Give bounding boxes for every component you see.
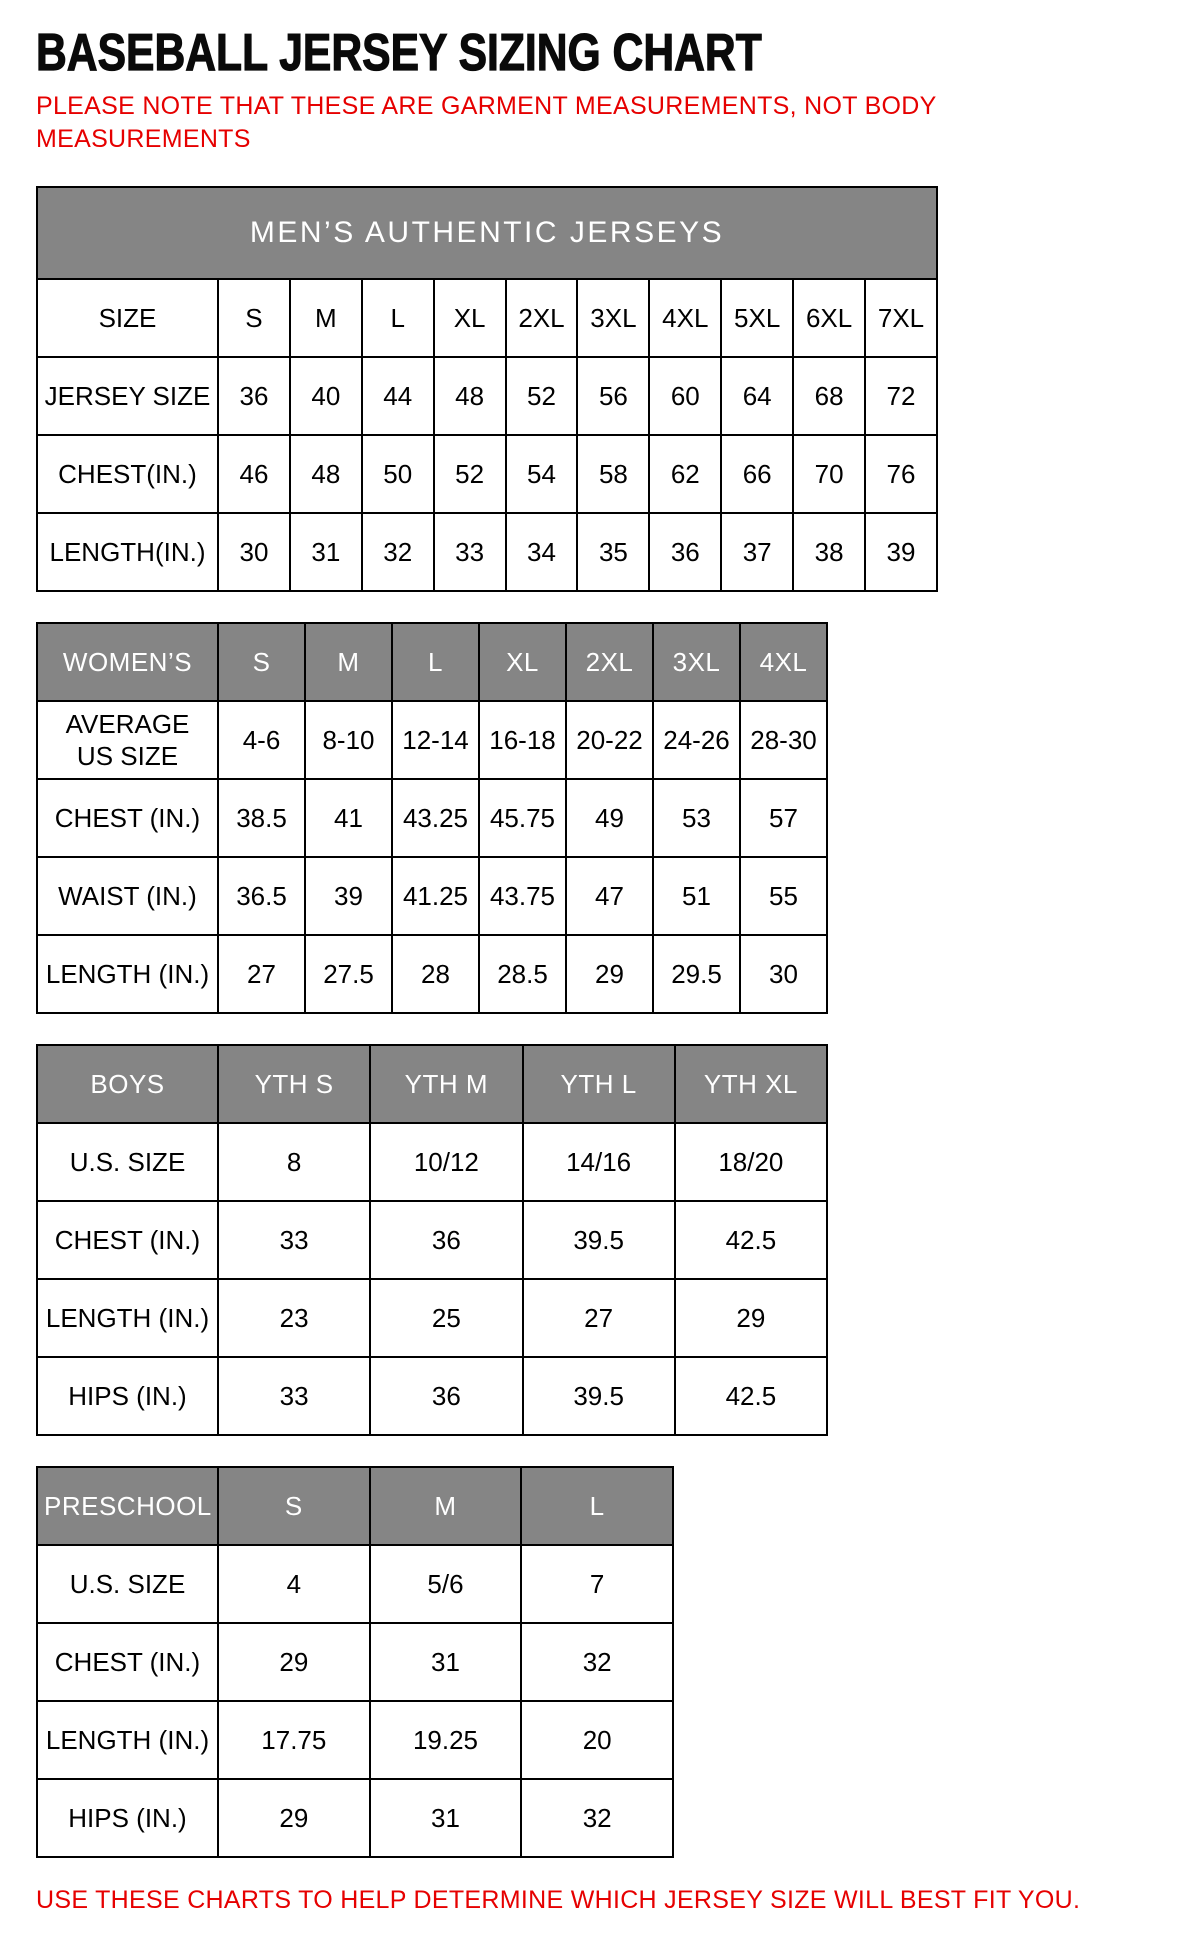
page-title: BASEBALL JERSEY SIZING CHART [36, 24, 762, 82]
row-label: HIPS (IN.) [37, 1357, 218, 1435]
table-row [37, 435, 937, 513]
value-cell: 28.5 [479, 935, 566, 1013]
value-cell: 33 [218, 1201, 370, 1279]
boys-header-row [37, 1045, 827, 1123]
value-cell: 24-26 [653, 701, 740, 779]
value-cell: 45.75 [479, 779, 566, 857]
value-cell: 46 [218, 435, 290, 513]
mens-table-banner: MEN’S AUTHENTIC JERSEYS [37, 187, 937, 279]
table-label-header: WOMEN’S [37, 623, 218, 701]
row-label: CHEST (IN.) [37, 1201, 218, 1279]
value-cell: 28-30 [740, 701, 827, 779]
row-label: LENGTH (IN.) [37, 935, 218, 1013]
table-label-header: PRESCHOOL [37, 1467, 218, 1545]
mens-table-body [37, 279, 937, 591]
value-cell: 54 [506, 435, 578, 513]
row-label: AVERAGE US SIZE [37, 701, 218, 779]
value-cell: 42.5 [675, 1201, 827, 1279]
value-cell: 27 [218, 935, 305, 1013]
table-row [37, 1279, 827, 1357]
value-cell: 58 [577, 435, 649, 513]
womens-table-head [37, 623, 827, 701]
preschool-table-body [37, 1545, 673, 1857]
value-cell: 4 [218, 1545, 370, 1623]
table-row [37, 1357, 827, 1435]
value-cell: 20-22 [566, 701, 653, 779]
row-label: U.S. SIZE [37, 1123, 218, 1201]
value-cell: 25 [370, 1279, 522, 1357]
value-cell: 36 [370, 1357, 522, 1435]
value-cell: 51 [653, 857, 740, 935]
value-cell: 32 [521, 1779, 673, 1857]
value-cell: 35 [577, 513, 649, 591]
value-cell: 32 [521, 1623, 673, 1701]
table-row [37, 1201, 827, 1279]
value-cell: 29 [218, 1623, 370, 1701]
size-column-header: M [305, 623, 392, 701]
table-row [37, 779, 827, 857]
value-cell: 28 [392, 935, 479, 1013]
womens-jerseys-table [36, 622, 828, 1014]
table-row [37, 857, 827, 935]
size-column-header: YTH M [370, 1045, 522, 1123]
table-row [37, 1123, 827, 1201]
value-cell: 50 [362, 435, 434, 513]
value-cell: 27 [523, 1279, 675, 1357]
value-cell: L [362, 279, 434, 357]
row-label: JERSEY SIZE [37, 357, 218, 435]
value-cell: 36 [370, 1201, 522, 1279]
value-cell: 33 [434, 513, 506, 591]
value-cell: 37 [721, 513, 793, 591]
value-cell: 48 [434, 357, 506, 435]
value-cell: 7 [521, 1545, 673, 1623]
value-cell: 42.5 [675, 1357, 827, 1435]
value-cell: 53 [653, 779, 740, 857]
size-column-header: YTH XL [675, 1045, 827, 1123]
value-cell: 68 [793, 357, 865, 435]
garment-measurement-note: PLEASE NOTE THAT THESE ARE GARMENT MEASUREMENTS, NOT BODY MEASUREMENTS [36, 92, 937, 154]
table-row [37, 1779, 673, 1857]
boys-jerseys-table [36, 1044, 828, 1436]
value-cell: 10/12 [370, 1123, 522, 1201]
value-cell: 8 [218, 1123, 370, 1201]
table-row [37, 1623, 673, 1701]
value-cell: 3XL [577, 279, 649, 357]
value-cell: 39.5 [523, 1201, 675, 1279]
size-column-header: 3XL [653, 623, 740, 701]
value-cell: 30 [218, 513, 290, 591]
value-cell: 31 [370, 1623, 522, 1701]
value-cell: 62 [649, 435, 721, 513]
value-cell: 49 [566, 779, 653, 857]
value-cell: 36 [218, 357, 290, 435]
value-cell: 40 [290, 357, 362, 435]
value-cell: 38 [793, 513, 865, 591]
value-cell: 18/20 [675, 1123, 827, 1201]
value-cell: 39.5 [523, 1357, 675, 1435]
table-row [37, 279, 937, 357]
value-cell: 23 [218, 1279, 370, 1357]
value-cell: 6XL [793, 279, 865, 357]
value-cell: 39 [865, 513, 937, 591]
preschool-table-head [37, 1467, 673, 1545]
row-label: LENGTH (IN.) [37, 1279, 218, 1357]
value-cell: 41 [305, 779, 392, 857]
value-cell: XL [434, 279, 506, 357]
mens-table-head [37, 187, 937, 279]
value-cell: 12-14 [392, 701, 479, 779]
value-cell: S [218, 279, 290, 357]
size-column-header: S [218, 1467, 370, 1545]
value-cell: 39 [305, 857, 392, 935]
value-cell: 66 [721, 435, 793, 513]
size-column-header: 2XL [566, 623, 653, 701]
value-cell: 27.5 [305, 935, 392, 1013]
row-label: WAIST (IN.) [37, 857, 218, 935]
value-cell: 43.75 [479, 857, 566, 935]
value-cell: 29.5 [653, 935, 740, 1013]
table-label-header: BOYS [37, 1045, 218, 1123]
row-label: U.S. SIZE [37, 1545, 218, 1623]
value-cell: 4-6 [218, 701, 305, 779]
row-label: SIZE [37, 279, 218, 357]
size-column-header: YTH L [523, 1045, 675, 1123]
value-cell: 60 [649, 357, 721, 435]
value-cell: 33 [218, 1357, 370, 1435]
value-cell: 41.25 [392, 857, 479, 935]
value-cell: 57 [740, 779, 827, 857]
value-cell: 72 [865, 357, 937, 435]
value-cell: 4XL [649, 279, 721, 357]
size-column-header: L [392, 623, 479, 701]
value-cell: 44 [362, 357, 434, 435]
table-row [37, 1545, 673, 1623]
table-row [37, 357, 937, 435]
womens-header-row [37, 623, 827, 701]
preschool-header-row [37, 1467, 673, 1545]
value-cell: 52 [434, 435, 506, 513]
size-column-header: M [370, 1467, 522, 1545]
value-cell: 29 [566, 935, 653, 1013]
table-row [37, 513, 937, 591]
boys-table-head [37, 1045, 827, 1123]
size-column-header: 4XL [740, 623, 827, 701]
value-cell: 14/16 [523, 1123, 675, 1201]
value-cell: 30 [740, 935, 827, 1013]
size-column-header: S [218, 623, 305, 701]
row-label: LENGTH (IN.) [37, 1701, 218, 1779]
value-cell: 31 [370, 1779, 522, 1857]
preschool-jerseys-table [36, 1466, 674, 1858]
value-cell: 34 [506, 513, 578, 591]
value-cell: 2XL [506, 279, 578, 357]
value-cell: 31 [290, 513, 362, 591]
value-cell: 17.75 [218, 1701, 370, 1779]
value-cell: 7XL [865, 279, 937, 357]
value-cell: 47 [566, 857, 653, 935]
mens-authentic-jerseys-table [36, 186, 938, 592]
size-column-header: L [521, 1467, 673, 1545]
size-column-header: YTH S [218, 1045, 370, 1123]
value-cell: 70 [793, 435, 865, 513]
value-cell: 52 [506, 357, 578, 435]
value-cell: 5/6 [370, 1545, 522, 1623]
row-label: LENGTH(IN.) [37, 513, 218, 591]
value-cell: 38.5 [218, 779, 305, 857]
value-cell: 43.25 [392, 779, 479, 857]
value-cell: 36 [649, 513, 721, 591]
value-cell: 20 [521, 1701, 673, 1779]
value-cell: 64 [721, 357, 793, 435]
value-cell: 55 [740, 857, 827, 935]
table-row [37, 701, 827, 779]
value-cell: 8-10 [305, 701, 392, 779]
sizing-chart-page [36, 24, 1170, 1935]
value-cell: 29 [675, 1279, 827, 1357]
value-cell: 76 [865, 435, 937, 513]
value-cell: 19.25 [370, 1701, 522, 1779]
row-label: HIPS (IN.) [37, 1779, 218, 1857]
table-row [37, 935, 827, 1013]
value-cell: 36.5 [218, 857, 305, 935]
table-row [37, 1701, 673, 1779]
row-label: CHEST (IN.) [37, 1623, 218, 1701]
value-cell: 29 [218, 1779, 370, 1857]
value-cell: M [290, 279, 362, 357]
womens-table-body [37, 701, 827, 1013]
mens-banner-row [37, 187, 937, 279]
fit-advice-footer: USE THESE CHARTS TO HELP DETERMINE WHICH JERSEY SIZE WILL BEST FIT YOU. [36, 1886, 1081, 1915]
value-cell: 48 [290, 435, 362, 513]
row-label: CHEST(IN.) [37, 435, 218, 513]
value-cell: 16-18 [479, 701, 566, 779]
size-column-header: XL [479, 623, 566, 701]
value-cell: 32 [362, 513, 434, 591]
value-cell: 5XL [721, 279, 793, 357]
row-label: CHEST (IN.) [37, 779, 218, 857]
value-cell: 56 [577, 357, 649, 435]
boys-table-body [37, 1123, 827, 1435]
